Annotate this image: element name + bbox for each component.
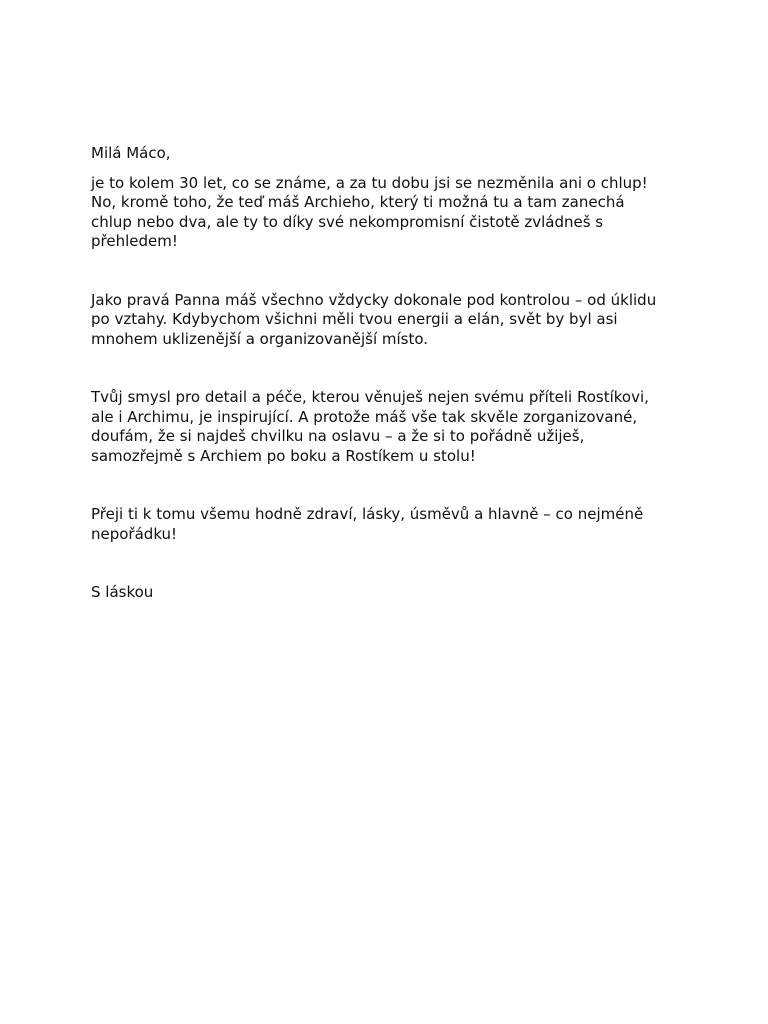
letter-paragraph-3: Tvůj smysl pro detail a péče, kterou věnuješ nejen svému příteli Rostíkovi, ale i Archimu, je inspirující. A protože máš vše tak skvěle zorganizované, doufám, že si najdeš chvilku na oslavu – a že si to pořádně užiješ, samozřejmě s Archiem po boku a Rostíkem u stolu! xyxy=(91,388,649,465)
letter-paragraph-2: Jako pravá Panna máš všechno vždycky dokonale pod kontrolou – od úklidu po vztahy. Kdybychom všichni měli tvou energii a elán, svět by byl asi mnohem uklizenější a organizovanější místo. xyxy=(91,290,657,348)
letter-closing: S láskou xyxy=(91,583,154,601)
letter-body xyxy=(91,144,691,603)
letter-paragraph-1: je to kolem 30 let, co se známe, a za tu dobu jsi se nezměnila ani o chlup! No, kromě toho, že teď máš Archieho, který ti možná tu a tam zanechá chlup nebo dva, ale ty to díky své nekompromisní čistotě zvládneš s přehledem! xyxy=(91,173,648,250)
letter-paragraph-4: Přeji ti k tomu všemu hodně zdraví, lásky, úsměvů a hlavně – co nejméně nepořádku! xyxy=(91,505,644,543)
letter-salutation: Milá Máco, xyxy=(91,144,171,162)
